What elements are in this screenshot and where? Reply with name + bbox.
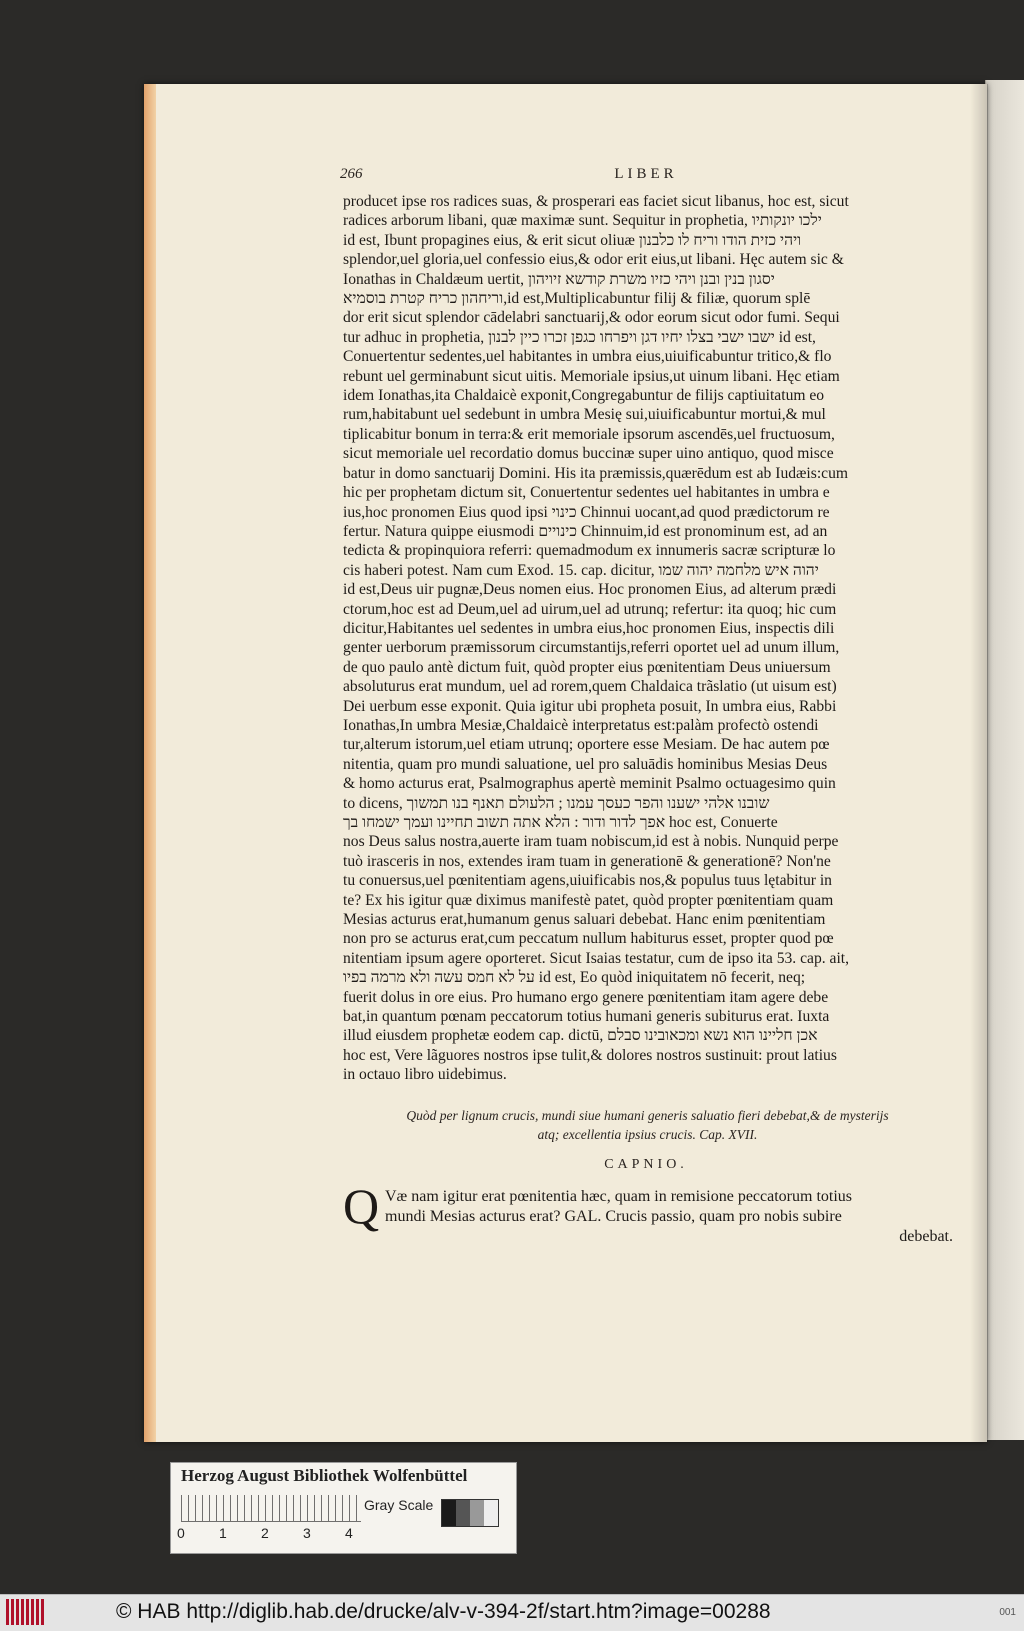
text-line: idem Ionathas,ita Chaldaicè exponit,Congregabuntur de filijs captiuitatum eo <box>343 387 825 405</box>
drop-cap: Q <box>343 1178 380 1234</box>
library-name: Herzog August Bibliothek Wolfenbüttel <box>181 1466 468 1485</box>
text-line: tur adhuc in prophetia, ישבו ישבי בצלו יחיו דגן ויפרחו כגפן זכרו כיין לבנון id est, <box>343 328 816 346</box>
dialogue-line: mundi Mesias acturus erat? GAL. Crucis passio, quam pro nobis subire <box>385 1208 842 1225</box>
ruler-number: 1 <box>219 1525 227 1541</box>
text-line: nos Deus salus nostra,auerte iram tuam nobiscum,id est à nobis. Nunquid perpe <box>343 833 839 851</box>
gray-swatch <box>484 1500 498 1526</box>
source-url[interactable]: © HAB http://diglib.hab.de/drucke/alv-v-394-2f/start.htm?image=00288 <box>116 1600 771 1623</box>
gray-scale-swatches <box>441 1499 499 1527</box>
text-line: על לא חמס עשה ולא מרמה בפיו id est, Eo quòd iniquitatem nō fecerit, neq; <box>343 969 806 987</box>
ruler-number: 0 <box>177 1525 185 1541</box>
library-color-card <box>170 1462 517 1554</box>
gray-scale-label: Gray Scale <box>364 1497 434 1513</box>
text-line: dicitur,Habitantes uel sedentes in umbra eius,hoc pronomen Eius, inspectis dili <box>343 619 835 637</box>
text-line: Mesias acturus erat,humanum genus saluari debebat. Hanc enim pœnitentiam <box>343 911 826 929</box>
text-line: non pro se acturus erat,cum peccatum nullum habiturus esset, propter quod pœ <box>343 930 834 948</box>
text-line: Ionathas,In umbra Mesiæ,Chaldaicè interpretatus est:palàm profectò ostendi <box>343 716 819 734</box>
page-fore-edge <box>144 84 156 1442</box>
text-line: & homo acturus erat, Psalmographus apertè meminit Psalmo octuagesimo quin <box>343 775 836 793</box>
text-line: producet ipse ros radices suas, & prosperari eas faciet sicut libanus, hoc est, sicut <box>343 193 849 210</box>
text-line: ctorum,hoc est ad Deum,uel ad uirum,uel ad utrunq; refertur: ita quoq; hic cum <box>343 600 837 618</box>
text-line: to dicens, שובנו אלהי ישענו והפר כעסך עמנו ; הלעולם תאנף בנו תמשוך <box>343 794 770 812</box>
text-line: splendor,uel gloria,uel confessio eius,& odor erit eius,ut libani. Hęc autem sic & <box>343 251 844 269</box>
text-line: tedicta & propinquiora referri: quemadmodum ex innumeris sacræ scripturæ lo <box>343 542 836 560</box>
text-line: Dei uerbum esse exponit. Quia igitur ubi propheta posuit, In umbra eius, Rabbi <box>343 697 837 715</box>
text-line: rebunt uel germinabunt sicut uitis. Memoriale ipsius,ut uinum libani. Hęc etiam <box>343 367 840 385</box>
text-line: de quo paulo antè dictum fuit, quòd propter eius pœnitentiam Deus uniuersum <box>343 658 831 676</box>
dialogue-paragraph <box>343 1178 953 1247</box>
running-head <box>340 166 952 186</box>
ruler-number: 2 <box>261 1525 269 1541</box>
caption-line: atq; excellentia ipsius crucis. Cap. XVII. <box>537 1127 758 1142</box>
text-line: tuò irasceris in nos, extendes iram tuam in generationē & generationē? Non'ne <box>343 852 831 870</box>
text-line: fuerit dolus in ore eius. Pro humano ergo genere pœnitentiam itam agere debe <box>343 988 829 1006</box>
text-line: hoc est, Vere lãguores nostros ipse tulit,& dolores nostros sustinuit: prout latius <box>343 1046 837 1064</box>
text-line: genter uerborum præmissorum circumstantijs,referri oportet uel ad unum illum, <box>343 639 840 657</box>
text-line: nitentia, quam pro mundi saluatione, uel pro saluādis hominibus Mesias Deus <box>343 755 828 773</box>
ruler-number: 3 <box>303 1525 311 1541</box>
text-line: tur,alterum istorum,uel etiam utrunq; oportere esse Mesiam. De hac autem pœ <box>343 736 830 754</box>
scale-ruler <box>181 1495 361 1522</box>
text-line: אפך לדור ודור : הלא אתה תשוב תחיינו ועמך ישמחו בך hoc est, Conuerte <box>343 814 778 831</box>
chapter-caption <box>345 1106 950 1144</box>
dialogue-line: Væ nam igitur erat pœnitentia hæc, quam in remisione peccatorum totius <box>385 1188 852 1205</box>
adjacent-page-edge <box>985 80 1024 1440</box>
text-line: bat,in quantum pœnam peccatorum totius humani generis subiturus erat. Iuxta <box>343 1008 830 1026</box>
speaker-name: CAPNIO. <box>604 1157 688 1172</box>
text-line: fertur. Natura quippe eiusmodi כינויים Chinnuim,id est pronominum est, ad an <box>343 522 828 540</box>
text-line: rum,habitabunt uel sedebunt in umbra Mesię sui,uiuificabuntur mortui,& mul <box>343 406 826 424</box>
hab-logo-icon <box>6 1599 46 1625</box>
text-line: radices arborum libani, quæ maximæ sunt. Sequitur in prophetia, ילכו יונקותיו <box>343 212 822 230</box>
viewer-footer <box>0 1594 1024 1631</box>
text-line: illud eiusdem prophetæ eodem cap. dictū, אכן חליינו הוא נשא ומכאובינו סבלם <box>343 1027 818 1045</box>
dialogue-line: debebat. <box>899 1228 953 1245</box>
gray-swatch <box>442 1500 456 1526</box>
text-line: cis haberi potest. Nam cum Exod. 15. cap. dicitur, יהוה איש מלחמה יהוה שמו <box>343 561 819 579</box>
text-line: absoluturus erat mundum, uel ad rorem,quem Chaldaica trãslatio (ut uisum est) <box>343 678 837 696</box>
text-line: id est,Deus uir pugnæ,Deus nomen eius. Hoc pronomen Eius, ad alterum prædi <box>343 581 837 599</box>
text-line: tu conuersus,uel pœnitentiam agens,uiuificabis nos,& populus tuus lętabitur in <box>343 872 832 890</box>
folio-number: 266 <box>340 166 363 182</box>
text-line: hic per prophetam dictum sit, Conuertentur sedentes uel habitantes in umbra e <box>343 484 830 502</box>
text-line: ius,hoc pronomen Eius quod ipsi כינוי Chinnui uocant,ad quod prædictorum re <box>343 503 830 521</box>
text-line: tiplicabitur bonum in terra:& erit memoriale ipsorum ascendēs,uel fructuosum, <box>343 425 835 443</box>
ruler-number: 4 <box>345 1525 353 1541</box>
text-line: dor erit sicut splendor cādelabri sanctuarij,& odor eorum sicut odor fumi. Sequi <box>343 309 840 327</box>
text-line: Conuertentur sedentes,uel habitantes in umbra eius,uiuificabuntur tritico,& flo <box>343 348 832 366</box>
text-line: te? Ex his igitur quæ diximus manifestè patet, quòd propter pœnitentiam quam <box>343 891 834 909</box>
text-line: in octauo libro uidebimus. <box>343 1066 507 1084</box>
gray-swatch <box>456 1500 470 1526</box>
gutter-shadow <box>970 84 988 1442</box>
page-code: 001 <box>999 1607 1016 1618</box>
running-title: LIBER <box>614 166 678 182</box>
text-line: id est, Ibunt propagines eius, & erit sicut oliuæ ויהי כזית הודו וריח לו כלבנון <box>343 231 802 249</box>
text-line: batur in domo sanctuarij Domini. His ita præmissis,quærēdum est ab Iudæis:cum <box>343 464 849 482</box>
body-text <box>343 192 953 1085</box>
text-line: nitentiam ipsum agere oporteret. Sicut Isaias testatur, cum de ipso ita 53. cap. ait, <box>343 949 850 967</box>
text-line: sicut memoriale uel recordatio domus buccinæ super uino antiquo, quod misce <box>343 445 834 463</box>
text-line: Ionathas in Chaldæum uertit, יסגון בנין ובנן ויהי כזיו משרת קודשא זיויהון <box>343 270 775 288</box>
caption-line: Quòd per lignum crucis, mundi siue humani generis saluatio fieri debebat,& de mysterijs <box>406 1108 889 1123</box>
gray-swatch <box>470 1500 484 1526</box>
text-line: וריחהון כריח קטרת בוסמיא,id est,Multiplicabuntur filij & filiæ, quorum splē <box>343 290 811 308</box>
